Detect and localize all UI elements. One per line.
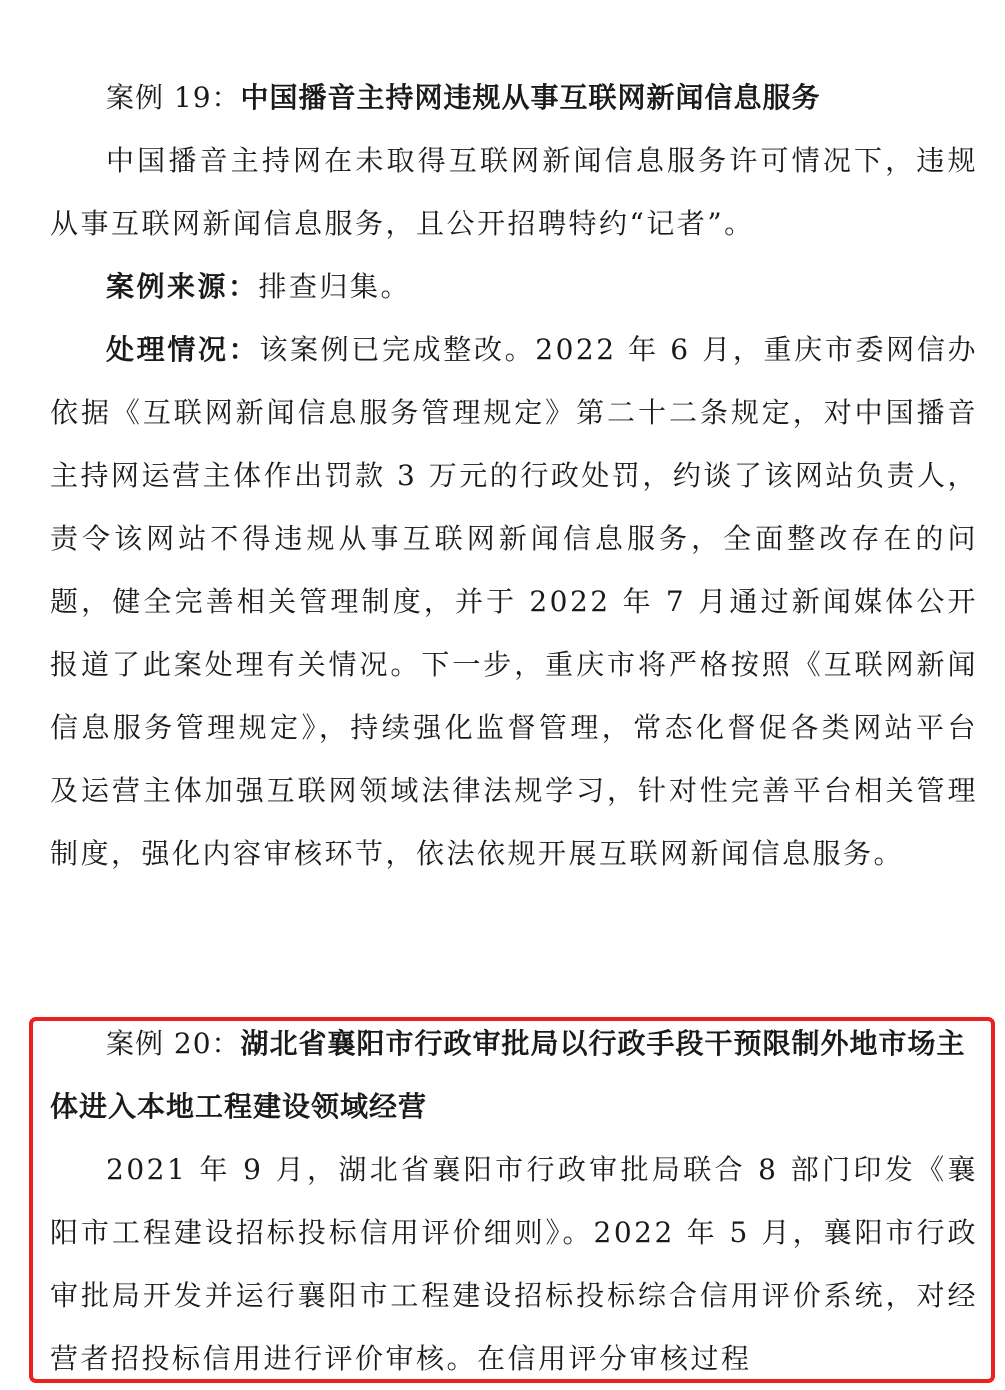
case-20-title — [50, 1012, 978, 1138]
case-19-section — [50, 66, 978, 885]
case-19-source-text: 排查归集。 — [258, 270, 412, 303]
case-19-title — [50, 66, 978, 129]
case-19-title-text: 中国播音主持网违规从事互联网新闻信息服务 — [240, 81, 821, 114]
case-20-body: 2021 年 9 月，湖北省襄阳市行政审批局联合 8 部门印发《襄阳市工程建设招标投标信用评价细则》。2022 年 5 月，襄阳市行政审批局开发并运行襄阳市工程建设招标投标综合信用评价系统，对经营者招投标信用进行评价审核。在信用评分审核过程 — [50, 1153, 978, 1375]
case-20-title-prefix: 案例 20： — [106, 1027, 241, 1060]
case-19-body: 中国播音主持网在未取得互联网新闻信息服务许可情况下，违规从事互联网新闻信息服务，且公开招聘特约“记者”。 — [50, 144, 978, 240]
case-19-handling-label: 处理情况： — [106, 333, 260, 366]
case-19-title-prefix: 案例 19： — [106, 81, 241, 114]
case-19-source-label: 案例来源： — [106, 270, 259, 303]
case-19-handling — [50, 318, 978, 885]
case-19-handling-text: 该案例已完成整改。2022 年 6 月，重庆市委网信办依据《互联网新闻信息服务管理规定》第二十二条规定，对中国播音主持网运营主体作出罚款 3 万元的行政处罚，约谈了该网站负责人，责令该网站不得违规从事互联网新闻信息服务，全面整改存在的问题，健全完善相关管理制度，并于 2022 年 7 月通过新闻媒体公开报道了此案处理有关情况。下一步，重庆市将严格按照《互联网新闻信息服务管理规定》，持续强化监督管理，常态化督促各类网站平台及运营主体加强互联网领域法律法规学习，针对性完善平台相关管理制度，强化内容审核环节，依法依规开展互联网新闻信息服务。 — [50, 333, 978, 870]
case-20-section — [50, 1012, 978, 1390]
case-20-title-text: 湖北省襄阳市行政审批局以行政手段干预限制外地市场主体进入本地工程建设领域经营 — [50, 1027, 966, 1123]
case-19-source — [50, 255, 978, 318]
